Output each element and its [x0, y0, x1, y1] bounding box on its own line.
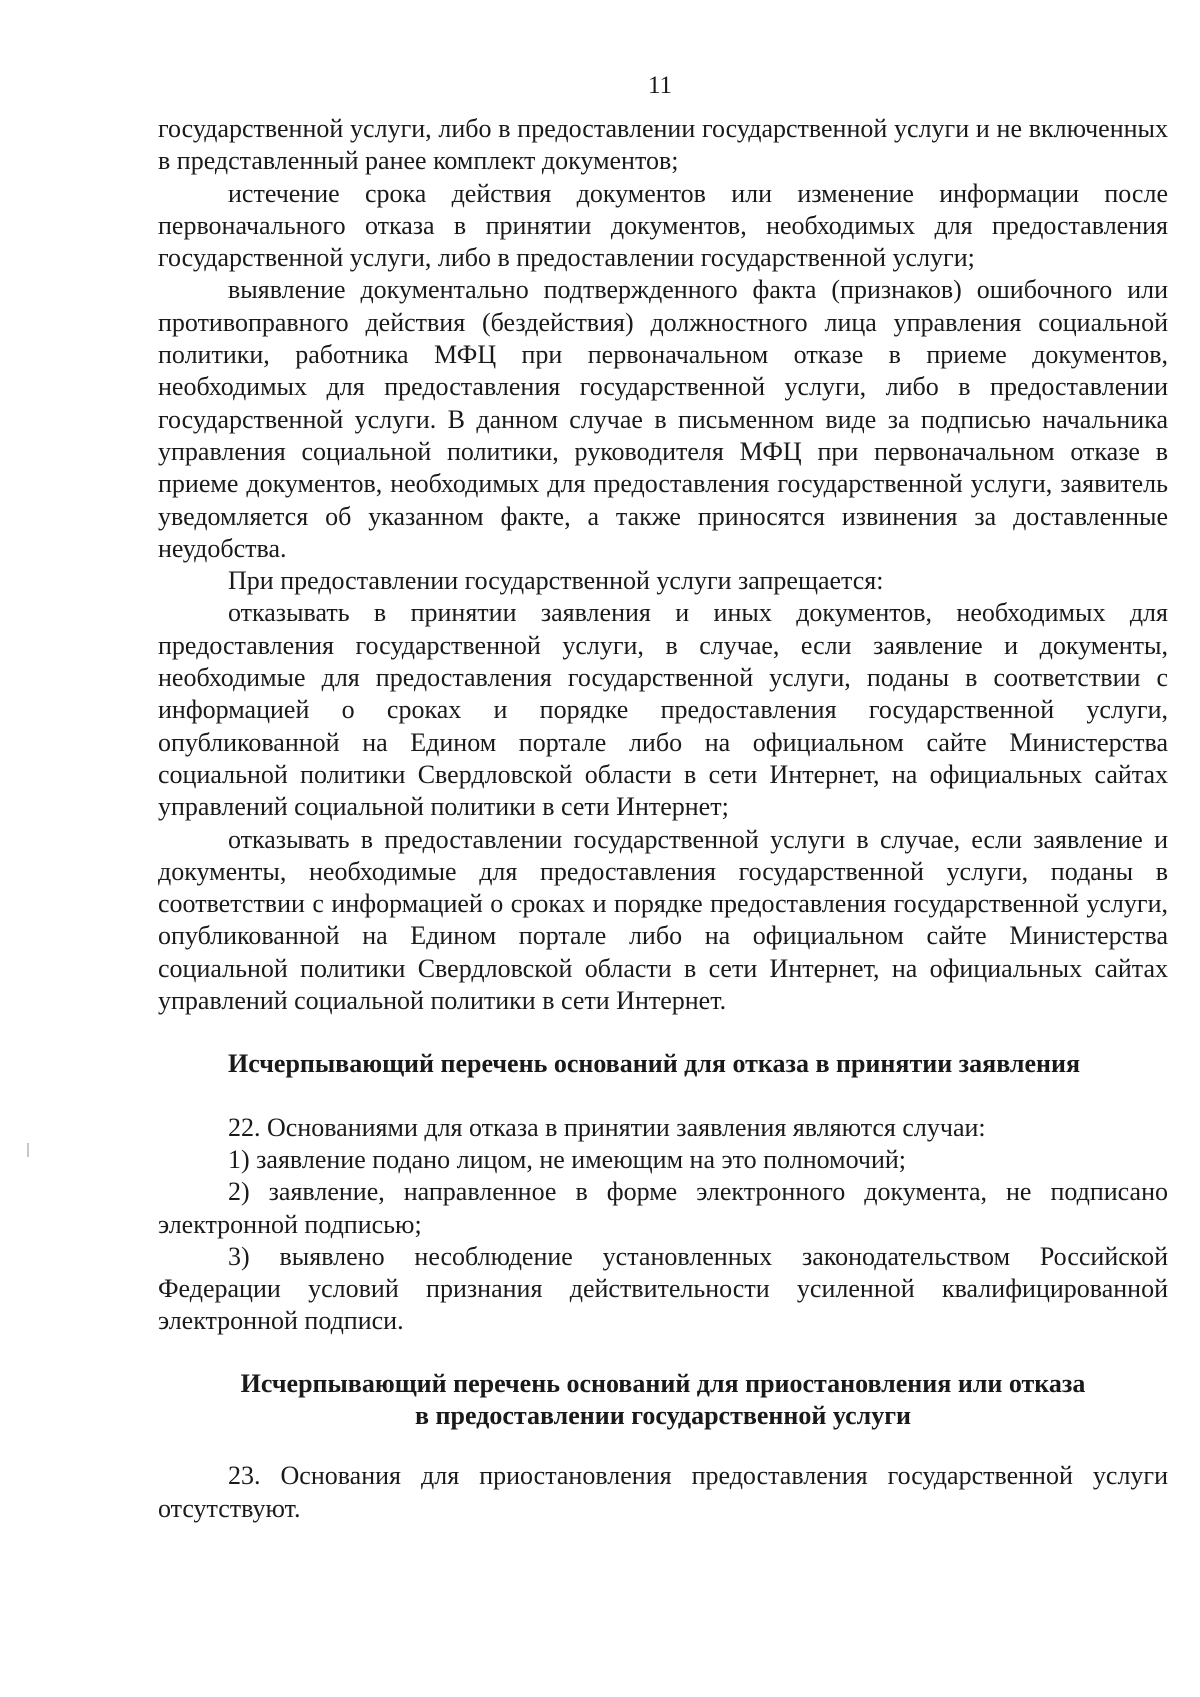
page-number: 11	[647, 72, 673, 99]
section-heading-suspension-refusal	[158, 1368, 1168, 1433]
paragraph: отказывать в предоставлении государственной услуги в случае, если заявление и документы, необходимые для предоставления государственной услуги, поданы в соответствии с информацией о сроках и порядке предоставления государственной услуги, опубликованной на Едином портале либо на официальном сайте Министерства социальной политики Свердловской области в сети Интернет, на официальных сайтах управлений социальной политики в сети Интернет.	[158, 824, 1168, 1016]
paragraph: выявление документально подтвержденного факта (признаков) ошибочного или противоправного действия (бездействия) должностного лица управления социальной политики, работника МФЦ при первоначальном отказе в приеме документов, необходимых для предоставления государственной услуги, либо в предоставлении государственной услуги. В данном случае в письменном виде за подписью начальника управления социальной политики, руководителя МФЦ при первоначальном отказе в приеме документов, необходимых для предоставления государственной услуги, заявитель уведомляется об указанном факте, а также приносятся извинения за доставленные неудобства.	[158, 275, 1168, 563]
section-heading-refusal-acceptance: Исчерпывающий перечень оснований для отказа в принятии заявления	[228, 1049, 1081, 1079]
scan-artifact-mark	[27, 1143, 29, 1157]
heading-line: в предоставлении государственной услуги	[414, 1400, 911, 1430]
clause-22: 22. Основаниями для отказа в принятии заявления являются случаи:	[228, 1112, 986, 1142]
clause-22-item-1: 1) заявление подано лицом, не имеющим на это полномочий;	[228, 1144, 907, 1174]
clause-23: 23. Основания для приостановления предоставления государственной услуги отсутствуют.	[158, 1461, 1168, 1523]
paragraph-continuation: государственной услуги, либо в предоставлении государственной услуги и не включенных в представленный ранее комплект документов;	[158, 114, 1168, 176]
paragraph: истечение срока действия документов или изменение информации после первоначального отказа в принятии документов, необходимых для предоставления государственной услуги, либо в предоставлении государственной услуги;	[158, 178, 1168, 273]
clause-22-item-2: 2) заявление, направленное в форме электронного документа, не подписано электронной подписью;	[158, 1177, 1168, 1239]
document-body	[158, 113, 1168, 1525]
paragraph: При предоставлении государственной услуги запрещается:	[228, 566, 884, 596]
clause-22-item-3: 3) выявлено несоблюдение установленных законодательством Российской Федерации условий признания действительности усиленной квалифицированной электронной подписи.	[158, 1241, 1168, 1336]
heading-line: Исчерпывающий перечень оснований для приостановления или отказа	[240, 1368, 1086, 1398]
paragraph: отказывать в принятии заявления и иных документов, необходимых для предоставления государственной услуги, в случае, если заявление и документы, необходимые для предоставления государственной услуги, поданы в соответствии с информацией о сроках и порядке предоставления государственной услуги, опубликованной на Едином портале либо на официальном сайте Министерства социальной политики Свердловской области в сети Интернет, на официальных сайтах управлений социальной политики в сети Интернет;	[158, 598, 1168, 822]
